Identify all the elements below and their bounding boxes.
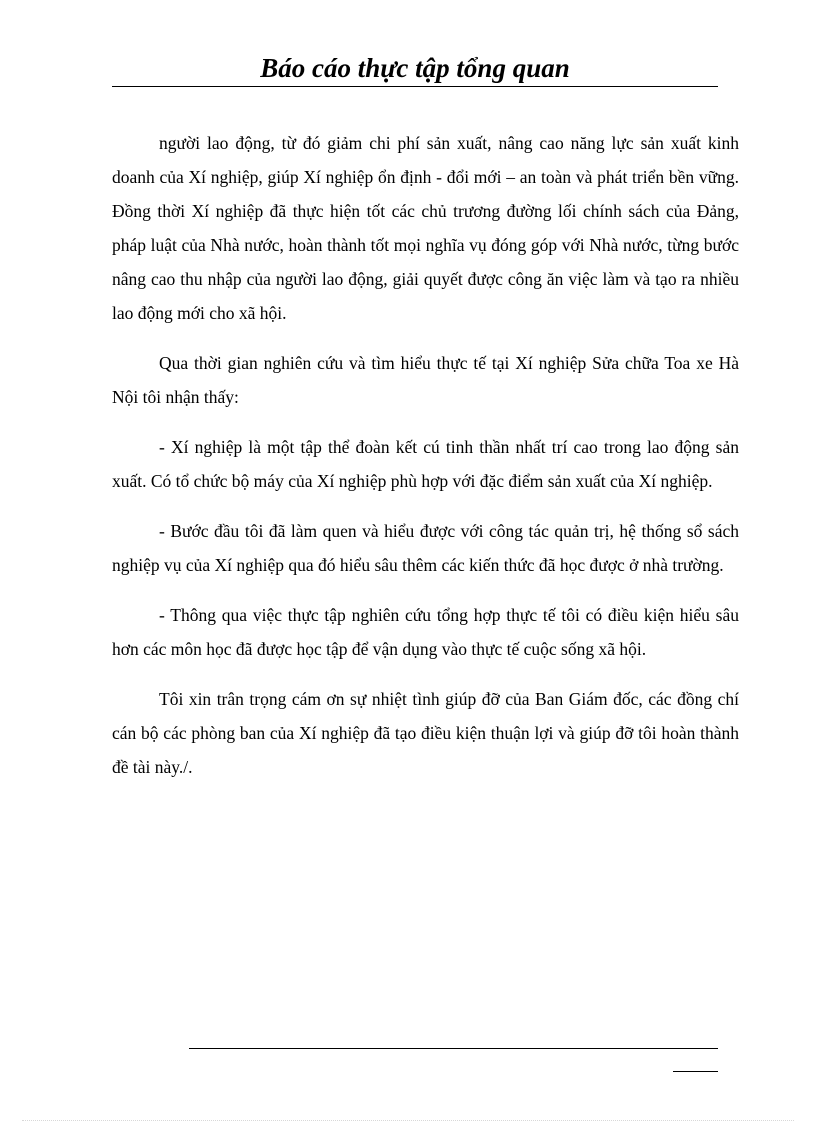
page-header-title: Báo cáo thực tập tổng quan	[260, 53, 570, 83]
paragraph-observation-intro: Qua thời gian nghiên cứu và tìm hiểu thực tế tại Xí nghiệp Sửa chữa Toa xe Hà Nội tôi nhận thấy:	[112, 353, 739, 407]
paragraph-continuation: người lao động, từ đó giảm chi phí sản xuất, nâng cao năng lực sản xuất kinh doanh của Xí nghiệp, giúp Xí nghiệp ổn định - đổi mới – an toàn và phát triển bền vững. Đồng thời Xí nghiệp đã thực hiện tốt các chủ trương đường lối chính sách của Đảng, pháp luật của Nhà nước, hoàn thành tốt mọi nghĩa vụ đóng góp với Nhà nước, từng bước nâng cao thu nhập của người lao động, giải quyết được công ăn việc làm và tạo ra nhiều lao động mới cho xã hội.	[112, 133, 739, 323]
page-bottom-edge	[22, 1120, 794, 1121]
document-body	[112, 126, 739, 800]
paragraph-point-deeper-study: - Thông qua việc thực tập nghiên cứu tổng hợp thực tế tôi có điều kiện hiểu sâu hơn các môn học đã được học tập để vận dụng vào thực tế cuộc sống xã hội.	[112, 605, 739, 659]
paragraph-acknowledgement: Tôi xin trân trọng cám ơn sự nhiệt tình giúp đỡ của Ban Giám đốc, các đồng chí cán bộ các phòng ban của Xí nghiệp đã tạo điều kiện thuận lợi và giúp đỡ tôi hoàn thành đề tài này./.	[112, 689, 739, 777]
paragraph-point-unity: - Xí nghiệp là một tập thể đoàn kết cú tinh thần nhất trí cao trong lao động sản xuất. Có tổ chức bộ máy của Xí nghiệp phù hợp với đặc điểm sản xuất của Xí nghiệp.	[112, 437, 739, 491]
paragraph-point-familiarity: - Bước đầu tôi đã làm quen và hiểu được với công tác quản trị, hệ thống sổ sách nghiệp vụ của Xí nghiệp qua đó hiểu sâu thêm các kiến thức đã học được ở nhà trường.	[112, 521, 739, 575]
footer-short-divider	[673, 1071, 718, 1072]
footer-divider	[189, 1048, 718, 1049]
header-divider	[112, 86, 718, 87]
